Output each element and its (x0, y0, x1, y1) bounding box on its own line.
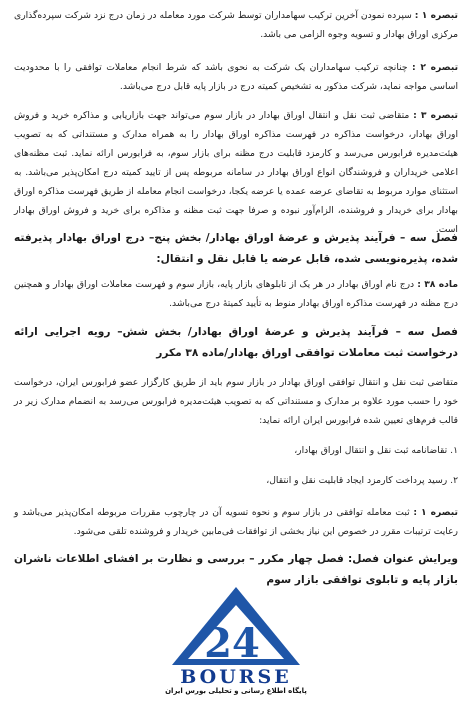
note-1-label: تبصره ۱ : (414, 10, 458, 21)
list-item-1: ۱. تقاضانامه ثبت نقل و انتقال اوراق بهادار، (294, 445, 458, 456)
note-2 (14, 58, 458, 96)
logo-wordmark: BOURSE (180, 666, 292, 688)
article-38 (14, 275, 458, 313)
note-3-text: متقاضی ثبت نقل و انتقال اوراق بهادار در بازار سوم می‌تواند جهت بازاریابی و مذاکره خرید و فروش اوراق بهادار، درخواست مذاکره در فهرست مذاکره اوراق بهادار را به همراه مدارک و مستنداتی که به تصویب هیئت‌مدیره فرابورس می‌رسد و کارمزد قابلیت درج مظنه برای بازار سوم، به فرابورس ارائه نماید. ثبت مظنه‌های اعلامی خریداران و فروشندگان انواع اوراق بهادار در سامانه مربوطه پس از تایید کمیته درج امکان‌پذیر می‌باشد. به استثنای موارد مربوط به تقاضای عرضه عمده یا عرضه یکجا، درخواست انجام معامله از طریق فهرست مذاکره اوراق بهادار برای خریدار و فروشنده، الزام‌آور نبوده و صرفا جهت ثبت مظنه و مذاکره برای خرید و فروش اوراق بهادار است. (14, 110, 458, 235)
chapter-title-edit-heading: ویرایش عنوان فصل: فصل چهار مکرر – بررسی و نظارت بر افشای اطلاعات ناشران بازار پایه و تابلوی توافقی بازار سوم (14, 553, 458, 586)
note-1-bis-text: ثبت معامله توافقی در بازار سوم و نحوه تسویه آن در چارچوب مقررات مربوطه امکان‌پذیر می‌باشد و رعایت ترتیبات مقرر در خصوص این نیاز بخشی از توافقات فی‌مابین خریدار و فروشنده تلقی می‌شود. (14, 507, 458, 537)
triangle-emblem-icon (0, 583, 472, 669)
note-3 (14, 106, 458, 239)
bourse-logo (0, 583, 472, 705)
section-5-heading: فصل سه – فرآیند پذیرش و عرضهٔ اوراق بهادار/ بخش پنج– درج اوراق بهادار پذیرفته شده، پذیره‌نویسی شده، قابل عرضه یا قابل نقل و انتقال: (14, 232, 458, 265)
note-3-label: تبصره ۳ : (413, 110, 458, 121)
svg-text:24: 24 (204, 620, 260, 667)
logo-subtitle: پایگاه اطلاع رسانی و تحلیلی بورس ایران (165, 687, 307, 695)
article-38-bis-text: متقاضی ثبت نقل و انتقال توافقی اوراق بهادار در بازار سوم باید از طریق کارگزار عضو فرابورس ایران، درخواست خود را حسب مورد علاوه بر مدارک و مستنداتی که به تصویب هیئت‌مدیره فرابورس می‌رسد به انضمام مدارک زیر در قالب فرم‌های تعیین شده فرابورس ایران ارائه نماید: (14, 377, 458, 426)
note-2-label: تبصره ۲ : (412, 62, 459, 73)
note-1-bis-label: تبصره ۱ : (413, 507, 459, 518)
note-2-text: چنانچه ترکیب سهامداران یک شرکت به نحوی باشد که شرط انجام معاملات توافقی را با محدودیت اساسی مواجه نماید، شرکت مذکور به تشخیص کمیته درج در بازار پایه قابل درج می‌باشد. (14, 62, 458, 92)
note-1-bis (14, 503, 458, 541)
list-item-2: ۲. رسید پرداخت کارمزد ایجاد قابلیت نقل و انتقال، (266, 475, 458, 486)
article-38-text: درج نام اوراق بهادار در هر یک از تابلوهای بازار پایه، بازار سوم و فهرست معاملات اوراق بهادار و همچنین درج مظنه در فهرست مذاکره اوراق بهادار منوط به تأیید کمیتهٔ درج می‌باشد. (14, 279, 458, 309)
section-6-heading: فصل سه – فرآیند پذیرش و عرضهٔ اوراق بهادار/ بخش شش– رویه اجرایی ارائه درخواست ثبت معاملات توافقی اوراق بهادار/ماده ۳۸ مکرر (14, 326, 458, 359)
article-38-label: ماده ۳۸ : (417, 279, 459, 290)
note-1 (14, 6, 458, 44)
note-1-text: سپرده نمودن آخرین ترکیب سهامداران توسط شرکت مورد معامله در زمان درج نزد شرکت سپرده‌گذاری مرکزی اوراق بهادار و تسویه وجوه الزامی می باشد. (14, 10, 458, 40)
